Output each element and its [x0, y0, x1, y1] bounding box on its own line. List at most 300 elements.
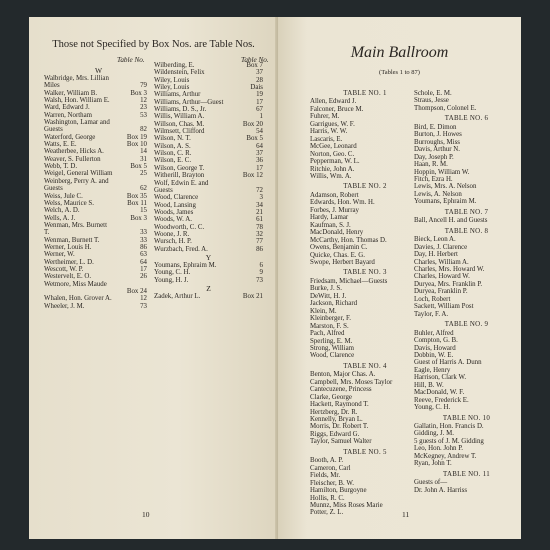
- table-label: TABLE NO. 7: [444, 208, 489, 216]
- table-number: Box 3: [130, 214, 147, 222]
- table-label: TABLE NO. 5: [343, 448, 387, 456]
- table-number: 12: [140, 295, 147, 303]
- guest-name: DeWitt, H. J.: [310, 292, 347, 300]
- list-item: [44, 126, 147, 133]
- table-number: Box 20: [242, 120, 263, 128]
- guest-name: Willson, Chas. M.: [154, 120, 205, 128]
- guest-name: Ryan, John T.: [414, 460, 452, 468]
- guest-name: Woods, W. A.: [154, 216, 192, 224]
- list-item: [154, 62, 263, 69]
- guest-name: Walker, William B.: [44, 89, 98, 97]
- guest-name: Allen, Edward J.: [310, 98, 357, 106]
- section-letter-w: W: [95, 66, 103, 75]
- guest-name: MacDonald, W. F.: [414, 389, 465, 397]
- list-item: [154, 262, 263, 269]
- guest-name: Edwards, Hon. Wm. H.: [310, 199, 375, 207]
- table-number: 21: [256, 208, 263, 216]
- guest-name: Williams, Arthur: [154, 91, 201, 99]
- table-label: TABLE NO. 3: [343, 269, 387, 277]
- guest-name: Wilberding, E.: [154, 62, 195, 69]
- guest-name: Ritchie, John A.: [310, 165, 355, 173]
- guest-name: Young, H. J.: [154, 276, 189, 284]
- table-number: 54: [256, 128, 263, 136]
- guest-name: Wiley, Louis: [154, 76, 190, 84]
- guest-name: Ward, Edward J.: [44, 104, 90, 112]
- guest-name: Weatherbee, Hicks A.: [44, 148, 104, 156]
- guest-name: Hill, B. W.: [414, 381, 444, 389]
- guest-name: Straus, Jesse: [414, 97, 449, 105]
- table-number: 37: [256, 150, 263, 158]
- guest-name: Day, H. Herbert: [414, 251, 458, 259]
- name-list-column-1: [44, 75, 147, 310]
- table-number: Box 21: [242, 292, 263, 300]
- guest-name: Guests: [44, 126, 63, 134]
- guest-name: Falconer, Bruce M.: [310, 105, 364, 113]
- guest-name: Lewis, Mrs. A. Nelson: [414, 183, 477, 191]
- table-number: Box 19: [126, 133, 147, 141]
- list-item: [44, 134, 147, 141]
- table-label: TABLE NO. 8: [444, 227, 489, 235]
- list-item: [44, 82, 147, 89]
- guest-name: Friedsam, Michael—Guests: [310, 277, 388, 285]
- guest-name: Wood, Clarence: [310, 352, 355, 360]
- guest-name: Wilson, C. R.: [154, 150, 192, 158]
- guest-name: Fleischer, B. W.: [310, 479, 354, 487]
- list-item: [154, 143, 263, 150]
- guest-name: Bird, E. Dimon: [414, 123, 457, 131]
- guest-name: Davies, J. Clarence: [414, 243, 468, 251]
- guest-name: 5 guests of J. M. Gidding: [414, 437, 484, 445]
- guest-name: Duryea, Franklin P.: [414, 288, 468, 296]
- guest-name: Charles, Mrs. Howard W.: [414, 265, 485, 273]
- list-item: [44, 207, 147, 214]
- table-number: 17: [140, 265, 147, 273]
- list-item: [44, 237, 147, 244]
- guest-name: Wildenstein, Felix: [154, 69, 205, 77]
- guest-name: Leo, Hon. John P.: [414, 445, 464, 453]
- table-number: 37: [256, 69, 263, 77]
- section-letter: Y: [205, 252, 212, 262]
- list-item: [154, 231, 263, 238]
- table-number: 82: [140, 126, 147, 134]
- list-item: [44, 288, 147, 295]
- guest-name: Owens, Benjamin C.: [310, 244, 368, 252]
- left-page: [29, 17, 278, 539]
- list-item: [154, 202, 263, 209]
- guest-name: Swope, Herbert Bayard: [310, 258, 375, 266]
- list-item: [44, 273, 147, 280]
- guest-name: Harrison, Clark W.: [414, 374, 467, 382]
- list-item: [154, 172, 263, 179]
- guest-name: Wiley, Louis: [154, 84, 190, 92]
- guest-name: Young, C. H.: [414, 404, 451, 412]
- table-number: Box 35: [126, 192, 147, 200]
- list-item: [44, 303, 147, 310]
- table-label: TABLE NO. 10: [442, 414, 491, 422]
- guest-name: Warren, Northam: [44, 111, 93, 119]
- list-item: [44, 148, 147, 155]
- table-number: 77: [256, 238, 263, 246]
- guest-name: Riggs, Edward G.: [310, 430, 360, 438]
- guest-name: Hoppin, William W.: [414, 168, 470, 176]
- list-item: [44, 222, 147, 229]
- guest-name: Guests: [154, 186, 173, 194]
- list-item: [44, 244, 147, 251]
- guest-name: Gidding, J. M.: [414, 430, 455, 438]
- page-subtitle: (Tables 1 to 87): [379, 69, 420, 76]
- guest-name: Guest of Harris A. Dunn: [414, 359, 482, 367]
- table-number: Box 5: [130, 163, 147, 171]
- guest-name: Weinberg, Perry A. and: [44, 177, 109, 185]
- guest-name: Weiss, Jule C.: [44, 192, 83, 200]
- guest-name: Buhler, Alfred: [414, 329, 454, 337]
- list-item: [154, 246, 263, 253]
- page-number: 10: [142, 510, 150, 519]
- table-number: 34: [256, 201, 263, 209]
- guest-name: Woods, James: [154, 208, 194, 216]
- table-number: 33: [140, 229, 147, 237]
- guest-name: Hardy, Lamar: [310, 214, 349, 222]
- guest-name: Marston, F. S.: [310, 322, 349, 330]
- table-number: 67: [256, 106, 263, 114]
- table-no-header: Table No.: [117, 56, 145, 64]
- guest-name: Thompson, Colonel E.: [414, 104, 477, 112]
- list-item: [154, 121, 263, 128]
- guest-name: Hertzberg, Dr. R.: [310, 408, 358, 416]
- table-number: Box 24: [126, 287, 147, 295]
- list-item: [44, 90, 147, 97]
- guest-name: Wilson, E. C.: [154, 157, 192, 165]
- list-item: [154, 150, 263, 157]
- table-number: 31: [140, 155, 147, 163]
- list-item: [44, 259, 147, 266]
- guest-name: Williams, Arthur—Guest: [154, 98, 224, 106]
- guest-name: Booth, A. P.: [310, 457, 344, 465]
- guest-name: Hackett, Raymond T.: [310, 401, 369, 409]
- table-number: 36: [256, 157, 263, 165]
- guest-name: Burroughs, Miss: [414, 138, 460, 146]
- list-item: [154, 293, 263, 300]
- table-number: Box 5: [246, 135, 263, 143]
- guest-name: Campbell, Mrs. Moses Taylor: [310, 378, 393, 386]
- guest-name: Klein, M.: [310, 307, 337, 315]
- guest-name: Potter, Z. L.: [310, 509, 344, 517]
- guest-name: Westervelt, E. O.: [44, 273, 92, 281]
- guest-name: Cantecuzene, Princess: [310, 386, 372, 394]
- table-number: Box 7: [246, 62, 263, 69]
- list-item: [154, 216, 263, 223]
- guest-name: Cameron, Carl: [310, 464, 351, 472]
- guest-name: Fields, Mr.: [310, 472, 341, 480]
- table-number: Box 10: [126, 141, 147, 149]
- list-item: [154, 69, 263, 76]
- list-item: [154, 269, 263, 276]
- guest-name: Kennelly, Bryan L.: [310, 416, 363, 424]
- guest-name: Bieck, Leon A.: [414, 236, 456, 244]
- table-label: TABLE NO. 11: [442, 470, 490, 478]
- table-number: 6: [259, 261, 263, 269]
- table-number: 12: [140, 97, 147, 105]
- section-letter: Z: [206, 283, 211, 293]
- table-number: 1: [259, 113, 263, 121]
- table-label: TABLE NO. 1: [343, 90, 387, 97]
- table-label: TABLE NO. 9: [444, 321, 489, 329]
- guest-name: Norton, Geo. C.: [310, 150, 355, 158]
- guest-name: Taylor, F. A.: [414, 310, 449, 318]
- guest-name: Adamson, Robert: [310, 191, 359, 199]
- table-column-2: [414, 90, 519, 494]
- guest-name: Garrigues, W. F.: [310, 120, 355, 128]
- guest-name: Lewis, A. Nelson: [414, 190, 462, 198]
- guest-name: Guests: [44, 185, 63, 193]
- table-number: 79: [140, 82, 147, 90]
- table-number: 64: [140, 258, 147, 266]
- guest-name: Hamilton, Burgoyne: [310, 487, 367, 495]
- table-number: Box 12: [242, 172, 263, 180]
- guest-name: Welch, A. D.: [44, 207, 80, 215]
- guest-name: T.: [44, 229, 50, 237]
- guest-name: Day, Joseph P.: [414, 153, 454, 161]
- guest-name: Willis, Wm. A.: [310, 172, 352, 180]
- list-item: [44, 119, 147, 126]
- page-number: 11: [402, 510, 410, 519]
- guest-name: Wolf, Edwin E. and: [154, 179, 209, 187]
- guest-name: Davis, Howard: [414, 344, 456, 352]
- guest-name: Wetmore, Miss Maude: [44, 280, 107, 288]
- guest-name: Wilson, N. T.: [154, 135, 191, 143]
- table-number: Dais: [250, 84, 263, 92]
- table-label: TABLE NO. 6: [444, 115, 489, 123]
- list-item: [154, 238, 263, 245]
- guest-name: Reeve, Frederick E.: [414, 396, 469, 404]
- list-item: [44, 251, 147, 258]
- guest-name: Youmans, Ephraim M.: [414, 198, 477, 206]
- page-heading: Those not Specified by Box Nos. are Table Nos.: [52, 39, 255, 50]
- list-item: [154, 99, 263, 106]
- list-item: [154, 209, 263, 216]
- table-number: 15: [140, 207, 147, 215]
- guest-name: Clarke, George: [310, 393, 352, 401]
- guest-name: Charles, Howard W.: [414, 273, 470, 281]
- guest-name: Wood, Lansing: [154, 201, 196, 209]
- guest-name: Haan, R. M.: [414, 161, 448, 169]
- guest-name: Davis, Arthur N.: [414, 146, 460, 154]
- guest-name: Witherill, Brayton: [154, 172, 205, 180]
- guest-name: Werner, Louis H.: [44, 243, 92, 251]
- guest-name: Duryea, Mrs. Franklin P.: [414, 280, 483, 288]
- guest-name: McGee, Leonard: [310, 143, 357, 151]
- guest-name: Burton, J. Howes: [414, 131, 462, 139]
- list-item: [44, 112, 147, 119]
- list-item: [154, 277, 263, 284]
- guest-name: Willis, William A.: [154, 113, 205, 121]
- table-number: 25: [140, 170, 147, 178]
- guest-name: Weigel, General William: [44, 170, 113, 178]
- guest-name: Wilmsett, Clifford: [154, 128, 205, 136]
- guest-name: Waterford, George: [44, 133, 96, 141]
- guest-name: McCarthy, Hon. Thomas D.: [310, 236, 387, 244]
- guest-name: Wenman, Burnett T.: [44, 236, 100, 244]
- list-item: [44, 295, 147, 302]
- table-number: 53: [140, 111, 147, 119]
- guest-name: Walsh, Hon. William E.: [44, 97, 110, 105]
- guest-name: Compton, G. B.: [414, 337, 458, 345]
- table-number: 9: [259, 269, 263, 277]
- table-number: 61: [256, 216, 263, 224]
- list-item: [44, 156, 147, 163]
- guest-name: Whalen, Hon. Grover A.: [44, 295, 112, 303]
- table-number: Box 11: [127, 199, 147, 207]
- guest-name: Miles: [44, 82, 60, 90]
- guest-name: Sackett, William Post: [414, 303, 474, 311]
- table-number: 62: [140, 185, 147, 193]
- guest-name: Weaver, S. Fullerton: [44, 155, 101, 163]
- guest-name: Washington, Lamar and: [44, 119, 110, 127]
- list-item: [154, 84, 263, 91]
- guest-name: Munnz, Miss Roses Marie: [310, 502, 383, 510]
- list-item: [154, 194, 263, 201]
- guest-name: Burke, J. S.: [310, 285, 342, 293]
- guest-name: Wursch, H. P.: [154, 238, 192, 246]
- guest-name: Harris, W. W.: [310, 128, 348, 136]
- guest-name: Wilson, George T.: [154, 164, 205, 172]
- list-item: [154, 187, 263, 194]
- list-item: [44, 281, 147, 288]
- table-number: 17: [256, 164, 263, 172]
- guest-name: Fitch, Ezra H.: [414, 175, 453, 183]
- table-number: 72: [256, 186, 263, 194]
- guest-name: Wells, A. J.: [44, 214, 76, 222]
- guest-name: Dobbin, W. E.: [414, 351, 454, 359]
- guest-name: Benton, Major Chas. A.: [310, 371, 376, 379]
- guest-name: Woodworth, C. C.: [154, 223, 205, 231]
- list-item: [44, 185, 147, 192]
- list-item: [154, 91, 263, 98]
- list-item: [44, 141, 147, 148]
- right-page: [278, 17, 521, 539]
- table-number: 19: [256, 91, 263, 99]
- table-label: TABLE NO. 2: [343, 183, 387, 191]
- guest-name: Werner, W.: [44, 251, 75, 259]
- list-item: [44, 229, 147, 236]
- table-no-header: Table No.: [241, 56, 269, 64]
- table-number: 78: [256, 223, 263, 231]
- list-item: [154, 77, 263, 84]
- list-item: [44, 104, 147, 111]
- guest-name: Webb, T. D.: [44, 163, 78, 171]
- guest-name: Hollis, R. C.: [310, 494, 345, 502]
- guest-name: Wurzbach, Fred. A.: [154, 245, 208, 253]
- guest-name: Sperling, E. M.: [310, 337, 353, 345]
- table-number: 28: [256, 76, 263, 84]
- table-number: 32: [256, 230, 263, 238]
- list-item: [44, 170, 147, 177]
- guest-name: Guests of—: [414, 479, 448, 487]
- guest-name: Wertheimer, L. D.: [44, 258, 94, 266]
- list-item: [154, 135, 263, 142]
- guest-name: Zadek, Arthur L.: [154, 292, 201, 300]
- guest-name: Watts, E. E.: [44, 141, 77, 149]
- guest-name: Eagle, Henry: [414, 366, 451, 374]
- guest-name: Wescott, W. P.: [44, 265, 84, 273]
- list-item: [44, 97, 147, 104]
- guest-name: Youmans, Ephraim M.: [154, 261, 217, 269]
- guest-name: Williams, D. S., Jr.: [154, 106, 207, 114]
- guest-name: MacDonald, Henry: [310, 229, 364, 237]
- guest-name: McKegney, Andrew T.: [414, 452, 477, 460]
- guest-name: Loch, Robert: [414, 295, 451, 303]
- table-number: 17: [256, 98, 263, 106]
- table-number: 23: [140, 104, 147, 112]
- table-column-1: [310, 87, 420, 517]
- table-number: 86: [256, 245, 263, 253]
- list-item: [44, 163, 147, 170]
- guest-name: Morris, Dr. Robert T.: [310, 423, 369, 431]
- table-number: 14: [140, 148, 147, 156]
- table-label: TABLE NO. 4: [343, 362, 387, 370]
- guest-name: Woone, J. R.: [154, 230, 190, 238]
- list-item: [154, 128, 263, 135]
- list-item: [154, 106, 263, 113]
- guest-name: Ball, Ancell H. and Guests: [414, 217, 488, 225]
- guest-name: Gallatin, Hon. Francis D.: [414, 423, 484, 431]
- guest-name: Jackson, Richard: [310, 300, 358, 308]
- name-list-column-2: [154, 62, 263, 300]
- guest-name: Fuhrer, M.: [310, 113, 340, 121]
- guest-name: Welss, Maurice S.: [44, 199, 94, 207]
- guest-name: Kaufman, S. J.: [310, 221, 351, 229]
- list-item: [44, 75, 147, 82]
- guest-name: Pach, Alfred: [310, 330, 345, 338]
- table-number: 73: [140, 302, 147, 310]
- list-item: [154, 224, 263, 231]
- list-item: [44, 200, 147, 207]
- table-number: 86: [140, 243, 147, 251]
- page-title: Main Ballroom: [350, 44, 449, 61]
- list-item: [44, 193, 147, 200]
- guest-name: Forbes, J. Murray: [310, 206, 359, 214]
- guest-name: Kleinberger, F.: [310, 315, 351, 323]
- table-number: 73: [256, 276, 263, 284]
- guest-name: Quicke, Chas. E. G.: [310, 251, 365, 259]
- guest-name: Strong, William: [310, 344, 355, 352]
- guest-name: Walbridge, Mrs. Lillian: [44, 75, 109, 82]
- list-item: [154, 165, 263, 172]
- table-number: 33: [140, 236, 147, 244]
- guest-name: Wilson, A. S.: [154, 142, 191, 150]
- table-number: 26: [140, 273, 147, 281]
- list-item: [154, 180, 263, 187]
- list-item: [154, 113, 263, 120]
- list-item: [44, 266, 147, 273]
- list-item: [44, 178, 147, 185]
- guest-name: Young, C. H.: [154, 269, 191, 277]
- guest-name: Dr. John A. Harriss: [414, 486, 468, 494]
- table-number: Box 3: [130, 89, 147, 97]
- guest-name: Wheeler, J. M.: [44, 302, 85, 310]
- list-item: [44, 215, 147, 222]
- table-number: 63: [140, 251, 147, 259]
- table-number: 64: [256, 142, 263, 150]
- guest-name: Schole, E. M.: [414, 90, 452, 97]
- guest-name: Charles, William A.: [414, 258, 469, 266]
- guest-name: Pepperman, W. L.: [310, 158, 360, 166]
- table-number: 3: [259, 194, 263, 202]
- list-item: [154, 157, 263, 164]
- guest-name: Taylor, Samuel Walter: [310, 438, 372, 446]
- guest-name: Wood, Clarence: [154, 194, 199, 202]
- guest-name: Wenman, Mrs. Burnett: [44, 221, 107, 229]
